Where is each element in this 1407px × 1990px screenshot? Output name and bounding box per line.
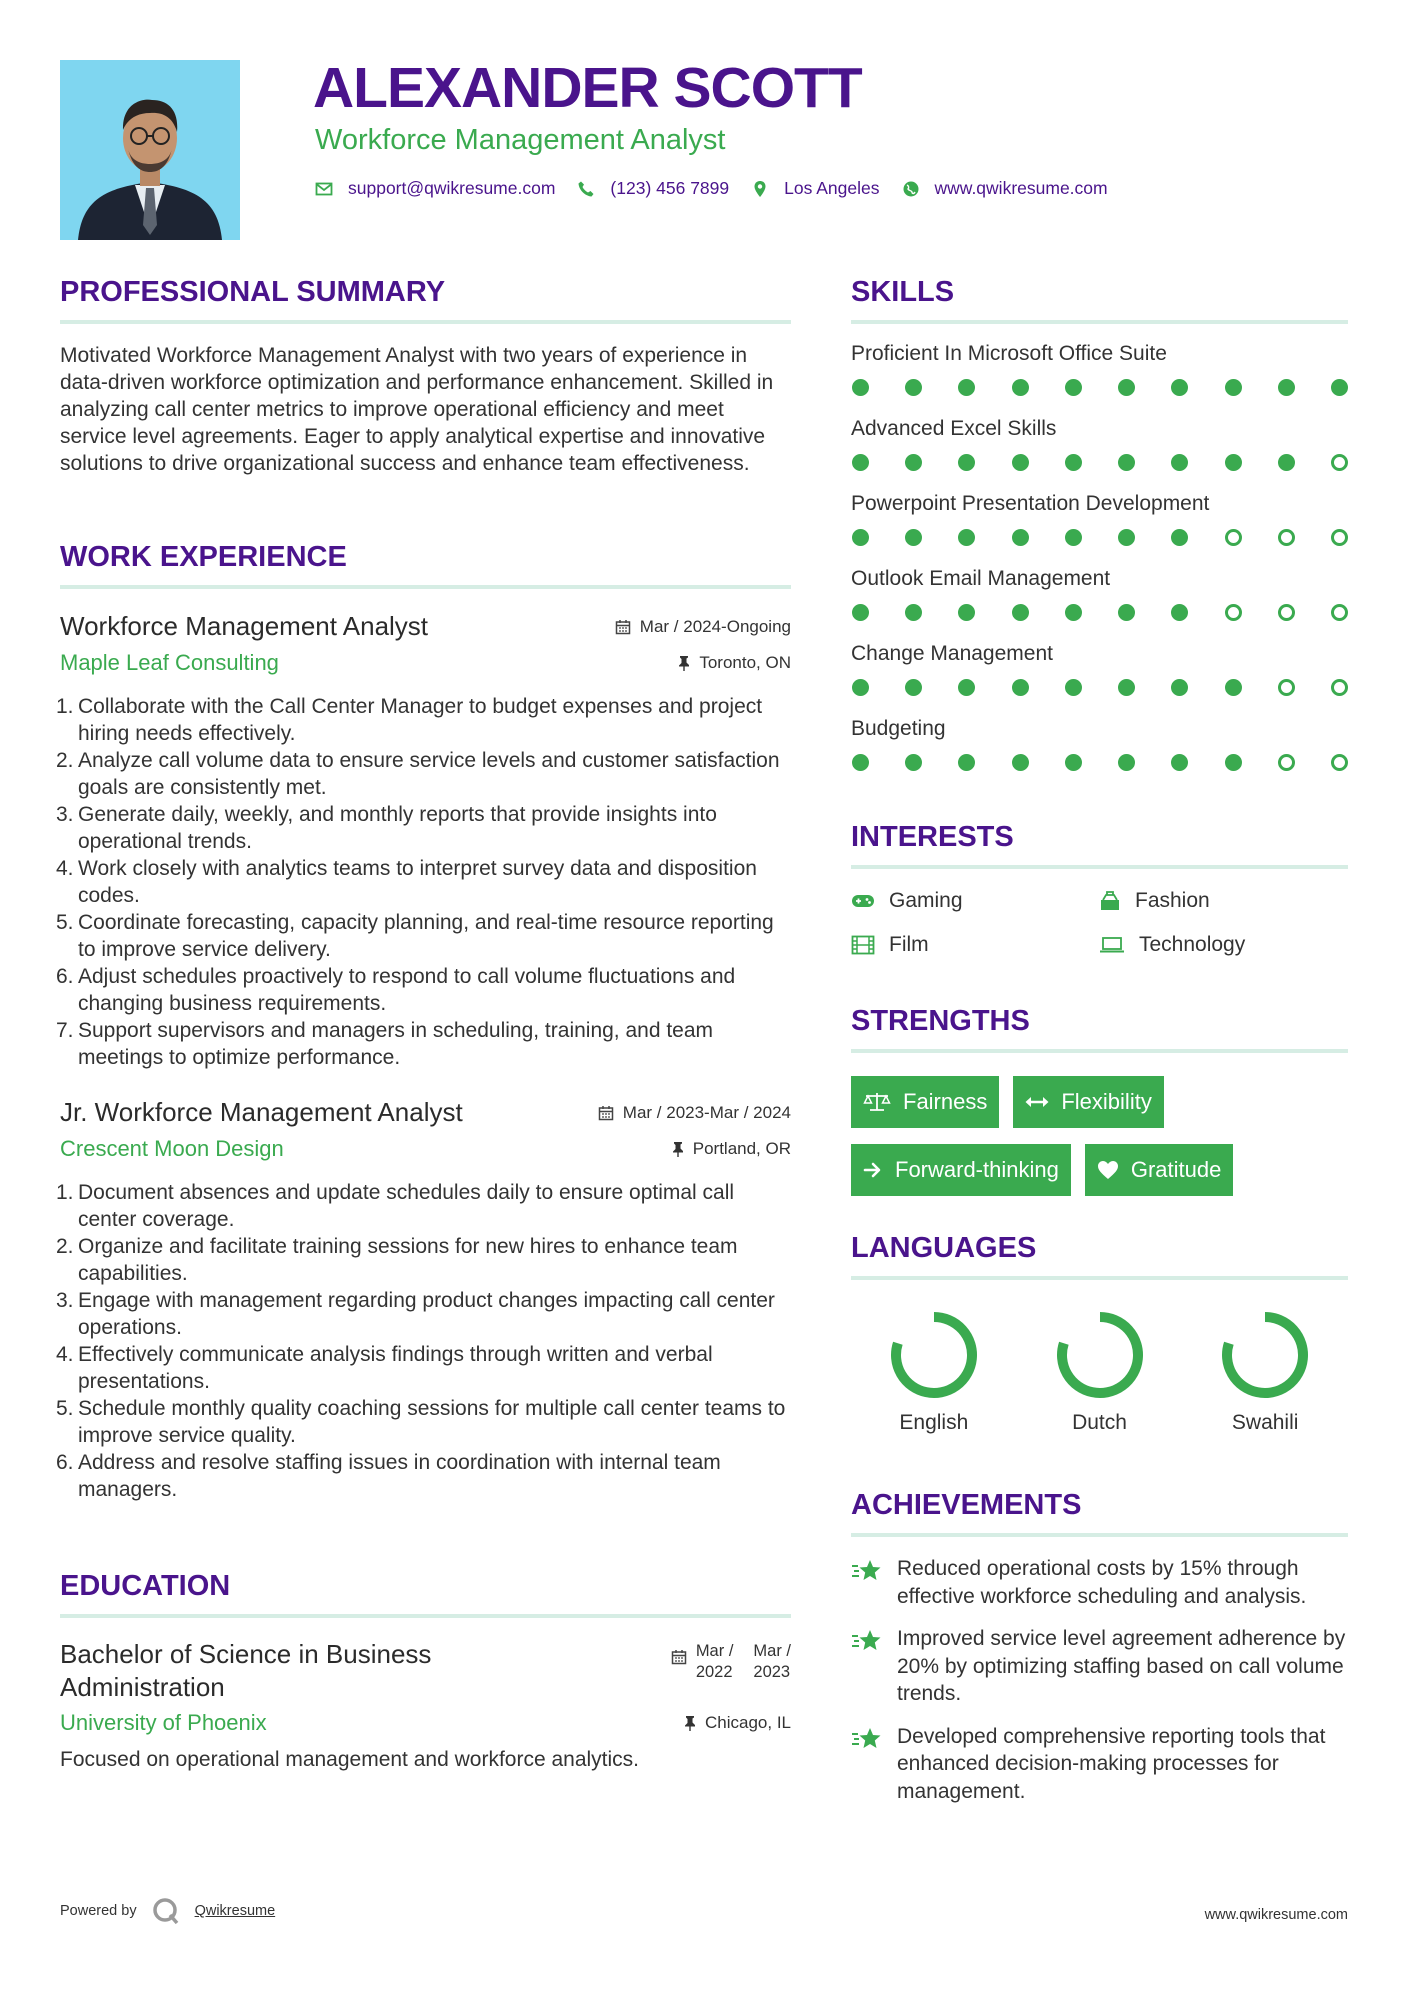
powered-by-text: Powered by xyxy=(60,1903,137,1919)
skill-item xyxy=(851,492,1348,546)
rating-dot-filled xyxy=(1225,454,1242,471)
section-divider xyxy=(851,320,1348,324)
arrow-right-icon xyxy=(863,1160,883,1180)
rating-dot-filled xyxy=(1065,679,1082,696)
skill-item xyxy=(851,717,1348,771)
language-level-arc xyxy=(1227,1317,1303,1393)
strength-label: Flexibility xyxy=(1061,1089,1152,1114)
contact-email[interactable] xyxy=(315,178,555,199)
rating-dot-filled xyxy=(1065,604,1082,621)
heart-icon xyxy=(1097,1160,1119,1180)
candidate-role: Workforce Management Analyst xyxy=(315,124,726,156)
list-item: 2. Organize and facilitate training sessions for new hires to enhance team capabilities. xyxy=(56,1235,738,1285)
phone-icon xyxy=(577,180,595,198)
rating-dot-filled xyxy=(958,604,975,621)
laptop-icon xyxy=(1099,936,1125,954)
duties-list xyxy=(56,693,791,1071)
skill-item xyxy=(851,642,1348,696)
list-item: 1. Collaborate with the Call Center Manager to budget expenses and project hiring needs effectively. xyxy=(56,695,763,745)
job-title: Jr. Workforce Management Analyst xyxy=(60,1097,463,1127)
rating-dot-filled xyxy=(852,454,869,471)
rating-dot-filled xyxy=(905,529,922,546)
interest-item xyxy=(1099,889,1347,913)
achievement-text: Developed comprehensive reporting tools that enhanced decision-making processes for management. xyxy=(897,1724,1326,1803)
section-divider xyxy=(60,1614,791,1618)
achievement-text: Improved service level agreement adherence by 20% by optimizing staffing based on call volume trends. xyxy=(897,1627,1346,1705)
list-item: 5. Schedule monthly quality coaching sessions for multiple call center teams to improve service quality. xyxy=(56,1397,786,1447)
rating-dot-filled xyxy=(1225,379,1242,396)
achievement-text: Reduced operational costs by 15% through effective workforce scheduling and analysis. xyxy=(897,1557,1307,1608)
school-location: Chicago, IL xyxy=(684,1713,791,1733)
interest-item xyxy=(1099,933,1347,957)
rating-dot-filled xyxy=(1012,379,1029,396)
contact-location xyxy=(751,178,879,199)
rating-dot-filled xyxy=(958,454,975,471)
list-item: 6. Adjust schedules proactively to respond to call volume fluctuations and changing business requirements. xyxy=(56,965,736,1015)
rating-dot-filled xyxy=(1012,679,1029,696)
rating-dot-empty xyxy=(1331,754,1348,771)
education-title: EDUCATION xyxy=(60,1570,231,1602)
footer-site[interactable]: www.qwikresume.com xyxy=(1204,1907,1348,1923)
language-level-ring xyxy=(1217,1307,1313,1403)
rating-dot-filled xyxy=(1118,454,1135,471)
rating-dot-filled xyxy=(1225,754,1242,771)
skills-section xyxy=(851,278,1348,792)
interest-label: Gaming xyxy=(889,889,963,912)
job-date xyxy=(615,617,791,637)
experience-section xyxy=(56,541,791,1503)
contact-bar xyxy=(315,178,1108,199)
job-title: Workforce Management Analyst xyxy=(60,611,429,641)
list-item: 3. Generate daily, weekly, and monthly reports that provide insights into operational trends. xyxy=(56,803,717,853)
list-item: 4. Work closely with analytics teams to interpret survey data and disposition codes. xyxy=(56,857,757,907)
language-level-arc xyxy=(1062,1317,1138,1393)
language-name: Swahili xyxy=(1231,1411,1299,1434)
list-item: 3. Engage with management regarding product changes impacting call center operations. xyxy=(56,1289,775,1339)
calendar-icon xyxy=(671,1649,687,1665)
experience-title: WORK EXPERIENCE xyxy=(60,541,347,573)
list-item: 4. Effectively communicate analysis findings through written and verbal presentations. xyxy=(56,1343,713,1393)
qwikresume-logo-icon xyxy=(151,1896,181,1926)
skill-rating xyxy=(851,529,1348,546)
skill-name: Advanced Excel Skills xyxy=(851,417,1057,440)
arrows-horizontal-icon xyxy=(1025,1095,1049,1109)
interest-item xyxy=(851,933,1099,957)
gamepad-icon xyxy=(851,893,875,909)
section-divider xyxy=(851,1049,1348,1053)
rating-dot-filled xyxy=(1065,454,1082,471)
rating-dot-filled xyxy=(1171,454,1188,471)
contact-location-text: Los Angeles xyxy=(784,178,880,198)
job-location-text: Portland, OR xyxy=(692,1139,791,1158)
section-divider xyxy=(60,585,791,589)
summary-title: PROFESSIONAL SUMMARY xyxy=(60,276,446,308)
language-level-ring xyxy=(886,1307,982,1403)
job-location xyxy=(678,653,791,673)
summary-section xyxy=(60,278,791,477)
interest-item xyxy=(851,889,1099,913)
degree-title: Bachelor of Science in Business Administration xyxy=(60,1639,432,1702)
contact-email-text: support@qwikresume.com xyxy=(348,178,556,198)
skill-rating xyxy=(851,754,1348,771)
rating-dot-empty xyxy=(1225,529,1242,546)
section-divider xyxy=(851,1533,1348,1537)
skill-item xyxy=(851,417,1348,471)
shopping-bag-icon xyxy=(1099,890,1121,912)
language-level-arc xyxy=(896,1317,972,1393)
star-award-icon xyxy=(851,1725,883,1753)
job-entry xyxy=(56,611,791,1071)
interest-label: Fashion xyxy=(1135,889,1210,912)
language-item xyxy=(851,1307,1017,1435)
strength-label: Gratitude xyxy=(1130,1157,1222,1182)
interests-list xyxy=(851,889,1348,957)
rating-dot-filled xyxy=(1171,604,1188,621)
language-name: Dutch xyxy=(1072,1411,1127,1434)
education-section xyxy=(60,1572,791,1773)
company-name: Maple Leaf Consulting xyxy=(60,650,279,675)
strength-tag xyxy=(1085,1144,1234,1196)
interest-label: Technology xyxy=(1139,933,1246,956)
achievements-section xyxy=(851,1491,1348,1820)
film-icon xyxy=(851,935,875,955)
rating-dot-filled xyxy=(852,604,869,621)
rating-dot-filled xyxy=(1118,529,1135,546)
skill-rating xyxy=(851,604,1348,621)
language-level-ring xyxy=(1052,1307,1148,1403)
candidate-name: ALEXANDER SCOTT xyxy=(313,56,862,120)
rating-dot-filled xyxy=(1118,754,1135,771)
strengths-title: STRENGTHS xyxy=(851,1005,1030,1037)
globe-icon xyxy=(902,180,920,198)
skill-name: Budgeting xyxy=(851,717,946,740)
contact-phone-text: (123) 456 7899 xyxy=(610,178,730,198)
balance-scale-icon xyxy=(863,1091,891,1113)
skill-name: Powerpoint Presentation Development xyxy=(851,492,1210,515)
languages-list xyxy=(851,1307,1348,1435)
rating-dot-filled xyxy=(958,754,975,771)
rating-dot-filled xyxy=(1012,529,1029,546)
skill-name: Proficient In Microsoft Office Suite xyxy=(851,342,1167,365)
rating-dot-filled xyxy=(1065,379,1082,396)
list-item: 1. Document absences and update schedules daily to ensure optimal call center coverage. xyxy=(56,1181,735,1231)
pushpin-icon xyxy=(684,1715,696,1731)
list-item: 2. Analyze call volume data to ensure service levels and customer satisfaction goals are consistently met. xyxy=(56,749,780,799)
job-entry xyxy=(56,1097,791,1503)
rating-dot-empty xyxy=(1331,529,1348,546)
achievements-list xyxy=(851,1555,1348,1805)
skill-name: Change Management xyxy=(851,642,1053,665)
job-location-text: Toronto, ON xyxy=(699,653,791,672)
rating-dot-filled xyxy=(1012,454,1029,471)
duties-list xyxy=(56,1179,791,1503)
rating-dot-filled xyxy=(1278,454,1295,471)
rating-dot-filled xyxy=(1171,529,1188,546)
rating-dot-empty xyxy=(1225,604,1242,621)
job-date-text: Mar / 2023-Mar / 2024 xyxy=(622,1102,791,1122)
rating-dot-filled xyxy=(852,379,869,396)
rating-dot-empty xyxy=(1331,604,1348,621)
section-divider xyxy=(851,1276,1348,1280)
summary-text: Motivated Workforce Management Analyst with two years of experience in data-driven workforce optimization and performance enhancement. Skilled in analyzing call center metrics to improve operational efficiency and meet service level agreements. Eager to apply analytical expertise and innovative solutions to drive organizational success and enhance team effectiveness. xyxy=(60,344,774,475)
rating-dot-filled xyxy=(1065,754,1082,771)
rating-dot-filled xyxy=(905,754,922,771)
rating-dot-filled xyxy=(1012,754,1029,771)
skills-list xyxy=(851,342,1348,771)
rating-dot-filled xyxy=(1331,379,1348,396)
skill-item xyxy=(851,567,1348,621)
achievement-item xyxy=(851,1555,1348,1610)
rating-dot-filled xyxy=(1225,679,1242,696)
achievement-item xyxy=(851,1723,1348,1806)
rating-dot-filled xyxy=(852,529,869,546)
interests-section xyxy=(851,823,1348,957)
languages-title: LANGUAGES xyxy=(851,1232,1037,1264)
list-item: 7. Support supervisors and managers in scheduling, training, and team meetings to optimize performance. xyxy=(56,1019,714,1069)
rating-dot-empty xyxy=(1278,679,1295,696)
profile-photo xyxy=(60,60,240,240)
education-date: Mar / 2022 Mar / 2023 xyxy=(671,1641,791,1683)
star-award-icon xyxy=(851,1627,883,1655)
languages-section xyxy=(851,1234,1348,1435)
language-item xyxy=(1182,1307,1348,1435)
rating-dot-filled xyxy=(958,679,975,696)
list-item: 6. Address and resolve staffing issues in coordination with internal team managers. xyxy=(56,1451,721,1501)
rating-dot-empty xyxy=(1331,454,1348,471)
rating-dot-filled xyxy=(852,679,869,696)
strength-tag xyxy=(1013,1076,1163,1128)
strength-tag xyxy=(851,1076,999,1128)
rating-dot-filled xyxy=(1118,604,1135,621)
section-divider xyxy=(851,865,1348,869)
calendar-icon xyxy=(615,619,631,635)
language-name: English xyxy=(899,1411,969,1434)
rating-dot-filled xyxy=(905,604,922,621)
contact-website-text: www.qwikresume.com xyxy=(934,178,1108,198)
strengths-section xyxy=(851,1007,1348,1196)
language-item xyxy=(1017,1307,1183,1435)
qwikresume-link[interactable]: Qwikresume xyxy=(194,1903,276,1919)
rating-dot-empty xyxy=(1278,604,1295,621)
envelope-icon xyxy=(315,180,333,198)
section-divider xyxy=(60,320,791,324)
contact-website[interactable] xyxy=(902,178,1108,199)
rating-dot-filled xyxy=(1012,604,1029,621)
footer-powered-by xyxy=(60,1896,275,1926)
achievements-title: ACHIEVEMENTS xyxy=(851,1489,1082,1521)
interest-label: Film xyxy=(889,933,929,956)
rating-dot-filled xyxy=(905,679,922,696)
school-name: University of Phoenix xyxy=(60,1710,267,1735)
rating-dot-filled xyxy=(852,754,869,771)
rating-dot-filled xyxy=(958,379,975,396)
star-award-icon xyxy=(851,1557,883,1585)
pushpin-icon xyxy=(672,1141,684,1157)
skill-rating xyxy=(851,454,1348,471)
job-date xyxy=(598,1103,791,1123)
rating-dot-empty xyxy=(1278,529,1295,546)
job-location xyxy=(672,1139,791,1159)
rating-dot-filled xyxy=(1171,379,1188,396)
company-name: Crescent Moon Design xyxy=(60,1136,284,1161)
rating-dot-filled xyxy=(1065,529,1082,546)
skill-name: Outlook Email Management xyxy=(851,567,1111,590)
calendar-icon xyxy=(598,1105,614,1121)
contact-phone[interactable] xyxy=(577,178,729,199)
skill-rating xyxy=(851,379,1348,396)
job-date-text: Mar / 2024-Ongoing xyxy=(639,616,791,636)
rating-dot-filled xyxy=(1278,379,1295,396)
person-portrait-icon xyxy=(60,60,240,240)
rating-dot-empty xyxy=(1331,679,1348,696)
rating-dot-filled xyxy=(1118,379,1135,396)
skill-rating xyxy=(851,679,1348,696)
list-item: 5. Coordinate forecasting, capacity planning, and real-time resource reporting to improve service delivery. xyxy=(56,911,774,961)
rating-dot-filled xyxy=(905,379,922,396)
map-marker-icon xyxy=(751,180,769,198)
strength-label: Forward-thinking xyxy=(895,1157,1059,1182)
rating-dot-filled xyxy=(1171,754,1188,771)
strengths-list xyxy=(851,1076,1348,1196)
rating-dot-empty xyxy=(1278,754,1295,771)
skill-item xyxy=(851,342,1348,396)
rating-dot-filled xyxy=(905,454,922,471)
education-description: Focused on operational management and workforce analytics. xyxy=(60,1748,639,1771)
pushpin-icon xyxy=(678,655,690,671)
rating-dot-filled xyxy=(958,529,975,546)
skills-title: SKILLS xyxy=(851,276,955,308)
achievement-item xyxy=(851,1625,1348,1708)
rating-dot-filled xyxy=(1118,679,1135,696)
rating-dot-filled xyxy=(1171,679,1188,696)
strength-label: Fairness xyxy=(903,1089,988,1114)
interests-title: INTERESTS xyxy=(851,821,1014,853)
strength-tag xyxy=(851,1144,1071,1196)
